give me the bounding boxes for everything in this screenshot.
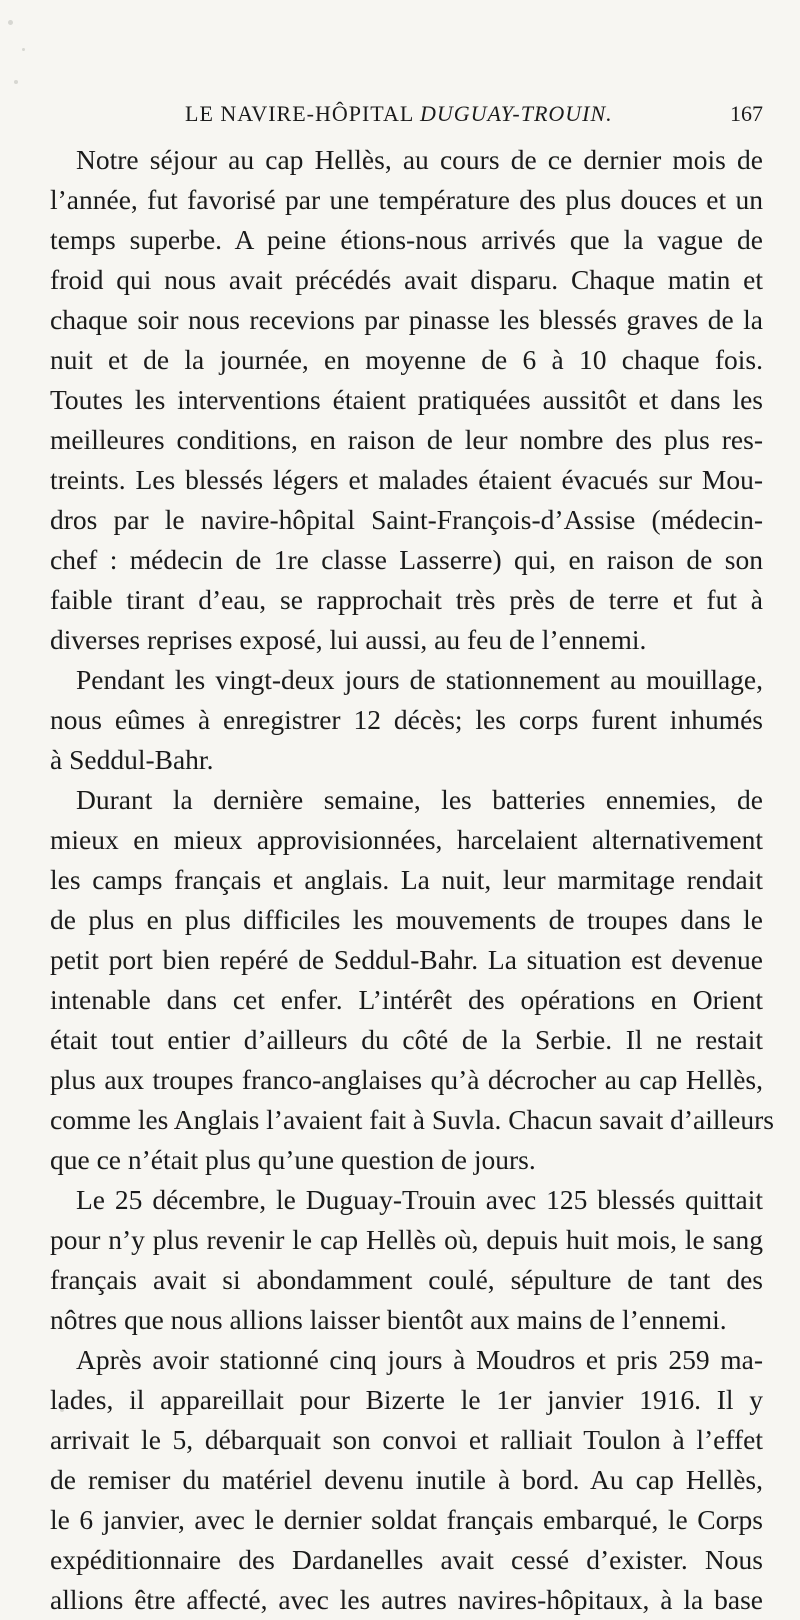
text-line: temps superbe. A peine étions-nous arrivés que la vague de	[50, 224, 763, 255]
running-title-ship: DUGUAY-TROUIN.	[420, 101, 613, 126]
text-line: allions être affecté, avec les autres navires-hôpitaux, à la base	[50, 1584, 763, 1615]
paper-speck	[8, 20, 13, 25]
text-line: chaque soir nous recevions par pinasse les blessés graves de la	[50, 304, 763, 335]
text-line: était tout entier d’ailleurs du côté de la Serbie. Il ne restait	[50, 1024, 763, 1055]
text-line: plus aux troupes franco-anglaises qu’à décrocher au cap Hellès,	[50, 1064, 763, 1095]
text-line: froid qui nous avait précédés avait disparu. Chaque matin et	[50, 264, 763, 295]
text-line: français avait si abondamment coulé, sépulture de tant des	[50, 1264, 763, 1295]
page-number: 167	[730, 101, 763, 126]
text-line: arrivait le 5, débarquait son convoi et ralliait Toulon à l’effet	[50, 1424, 763, 1455]
text-line: que ce n’était plus qu’une question de jours.	[50, 1144, 536, 1175]
text-line: à Seddul-Bahr.	[50, 744, 214, 775]
text-line: comme les Anglais l’avaient fait à Suvla. Chacun savait d’ailleurs	[50, 1104, 774, 1135]
text-line: petit port bien repéré de Seddul-Bahr. La situation est devenue	[50, 944, 763, 975]
text-line: nôtres que nous allions laisser bientôt aux mains de l’ennemi.	[50, 1304, 727, 1335]
text-line: intenable dans cet enfer. L’intérêt des opérations en Orient	[50, 984, 763, 1015]
text-line: faible tirant d’eau, se rapprochait très près de terre et fut à	[50, 584, 763, 615]
running-header	[185, 101, 763, 137]
text-line: nous eûmes à enregistrer 12 décès; les corps furent inhumés	[50, 704, 763, 735]
text-line: Notre séjour au cap Hellès, au cours de ce dernier mois de	[76, 144, 763, 175]
text-line: expéditionnaire des Dardanelles avait cessé d’exister. Nous	[50, 1544, 763, 1575]
text-line: dros par le navire-hôpital Saint-François-d’Assise (médecin-	[50, 504, 763, 535]
text-line: mieux en mieux approvisionnées, harcelaient alternativement	[50, 824, 763, 855]
running-title-text: LE NAVIRE-HÔPITAL	[185, 101, 420, 126]
text-line: nuit et de la journée, en moyenne de 6 à 10 chaque fois.	[50, 344, 763, 375]
text-line: pour n’y plus revenir le cap Hellès où, depuis huit mois, le sang	[50, 1224, 763, 1255]
text-line: lades, il appareillait pour Bizerte le 1er janvier 1916. Il y	[50, 1384, 763, 1415]
text-line: de plus en plus difficiles les mouvements de troupes dans le	[50, 904, 763, 935]
text-line: de remiser du matériel devenu inutile à bord. Au cap Hellès,	[50, 1464, 763, 1495]
text-line: diverses reprises exposé, lui aussi, au feu de l’ennemi.	[50, 624, 647, 655]
text-line: Le 25 décembre, le Duguay-Trouin avec 125 blessés quittait	[76, 1184, 763, 1215]
text-line: chef : médecin de 1re classe Lasserre) qui, en raison de son	[50, 544, 763, 575]
text-line: l’année, fut favorisé par une température des plus douces et un	[50, 184, 763, 215]
text-line: Après avoir stationné cinq jours à Moudros et pris 259 ma-	[76, 1344, 763, 1375]
text-line: le 6 janvier, avec le dernier soldat français embarqué, le Corps	[50, 1504, 763, 1535]
text-line: Toutes les interventions étaient pratiquées aussitôt et dans les	[50, 384, 763, 415]
paper-speck	[22, 48, 25, 51]
paper-speck	[14, 80, 18, 84]
text-line: meilleures conditions, en raison de leur nombre des plus res-	[50, 424, 763, 455]
running-title	[185, 101, 613, 127]
text-line: treints. Les blessés légers et malades étaient évacués sur Mou-	[50, 464, 763, 495]
text-line: Durant la dernière semaine, les batteries ennemies, de	[76, 784, 763, 815]
text-line: Pendant les vingt-deux jours de stationnement au mouillage,	[76, 664, 763, 695]
text-line: les camps français et anglais. La nuit, leur marmitage rendait	[50, 864, 763, 895]
